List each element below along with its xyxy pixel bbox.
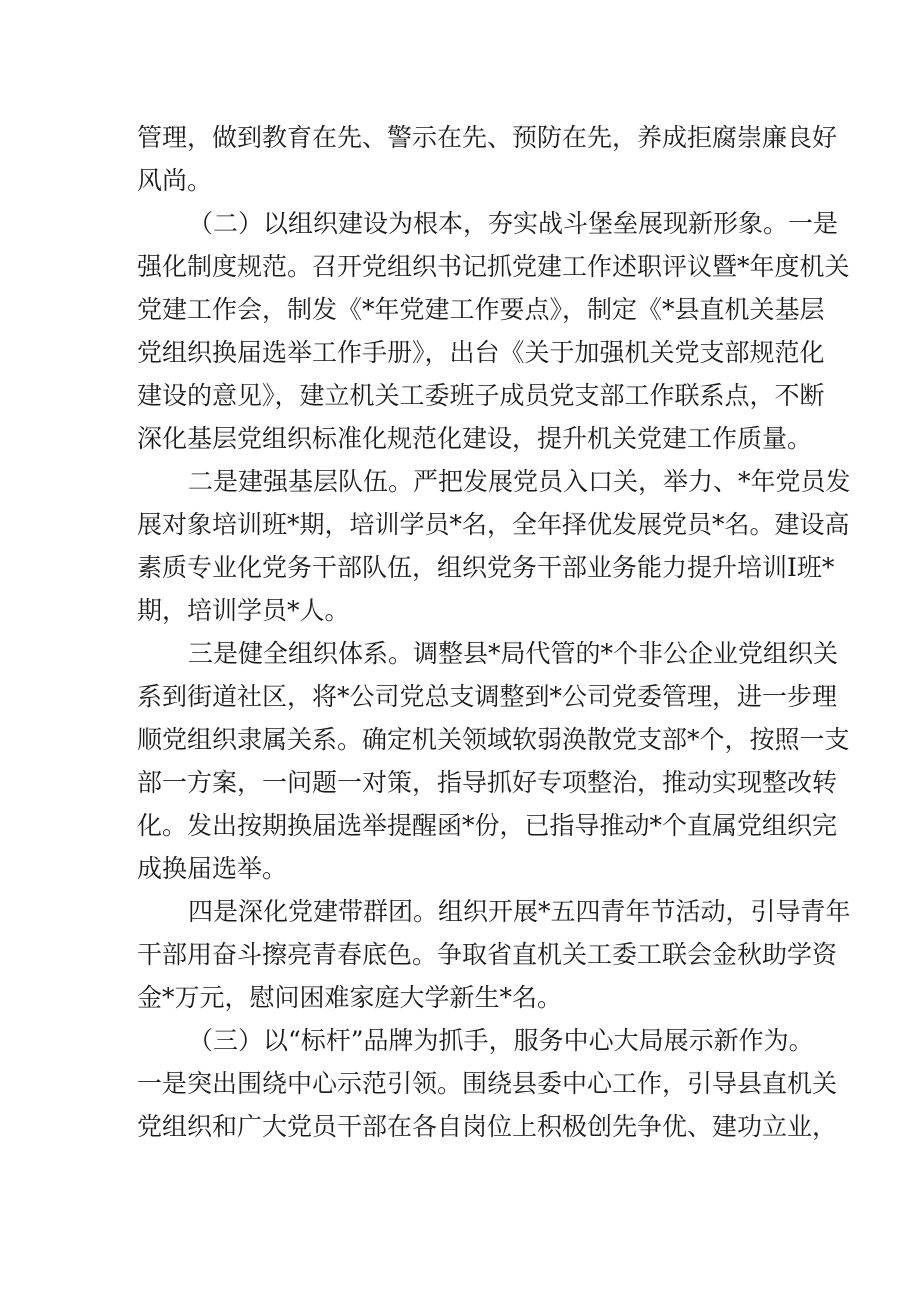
text-line: 党建工作会，制发《*年党建工作要点》，制定《*县直机关基层 — [137, 295, 825, 324]
text-line: 金*万元，慰问困难家庭大学新生*名。 — [137, 983, 563, 1012]
text-line: 顺党组织隶属关系。确定机关领域软弱涣散党支部*个，按照一支 — [137, 725, 850, 754]
text-line: 建设的意见》，建立机关工委班子成员党支部工作联系点，不断 — [137, 381, 825, 410]
text-line: （二）以组织建设为根本，夯实战斗堡垒展现新形象。一是 — [188, 209, 839, 238]
text-line: （三）以“标杆”品牌为抓手，服务中心大局展示新作为。 — [188, 1026, 814, 1055]
text-line: 党组织换届选举工作手册》，出台《关于加强机关党支部规范化 — [137, 338, 825, 367]
text-line: 风尚。 — [137, 166, 213, 195]
text-line: 一是突出围绕中心示范引领。围绕县委中心工作，引导县直机关 — [137, 1069, 838, 1098]
text-line: 展对象培训班*期，培训学员*名，全年择优发展党员*名。建设高 — [137, 510, 850, 539]
text-line: 三是健全组织体系。调整县*局代管的*个非公企业党组织关 — [188, 639, 839, 668]
text-line: 系到街道社区，将*公司党总支调整到*公司党委管理，进一步理 — [137, 682, 838, 711]
text-line: 化。发出按期换届选举提醒函*份，已指导推动*个直属党组织完 — [137, 811, 838, 840]
text-line: 素质专业化党务干部队伍，组织党务干部业务能力提升培训Ⅰ班* — [137, 553, 835, 582]
text-line: 管理，做到教育在先、警示在先、预防在先，养成拒腐崇廉良好 — [137, 123, 838, 152]
text-line: 深化基层党组织标准化规范化建设，提升机关党建工作质量。 — [137, 424, 813, 453]
text-line: 强化制度规范。召开党组织书记抓党建工作述职评议暨*年度机关 — [137, 252, 850, 281]
text-line: 二是建强基层队伍。严把发展党员入口关，举力、*年党员发 — [188, 467, 851, 496]
text-line: 成换届选举。 — [137, 854, 288, 883]
text-line: 期，培训学员*人。 — [137, 596, 350, 625]
text-line: 干部用奋斗擦亮青春底色。争取省直机关工委工联会金秋助学资 — [137, 940, 838, 969]
text-line: 部一方案，一问题一对策，指导抓好专项整治，推动实现整改转 — [137, 768, 838, 797]
text-line: 党组织和广大党员干部在各自岗位上积极创先争优、建功立业， — [137, 1112, 838, 1141]
text-line: 四是深化党建带群团。组织开展*五四青年节活动，引导青年 — [188, 897, 851, 926]
